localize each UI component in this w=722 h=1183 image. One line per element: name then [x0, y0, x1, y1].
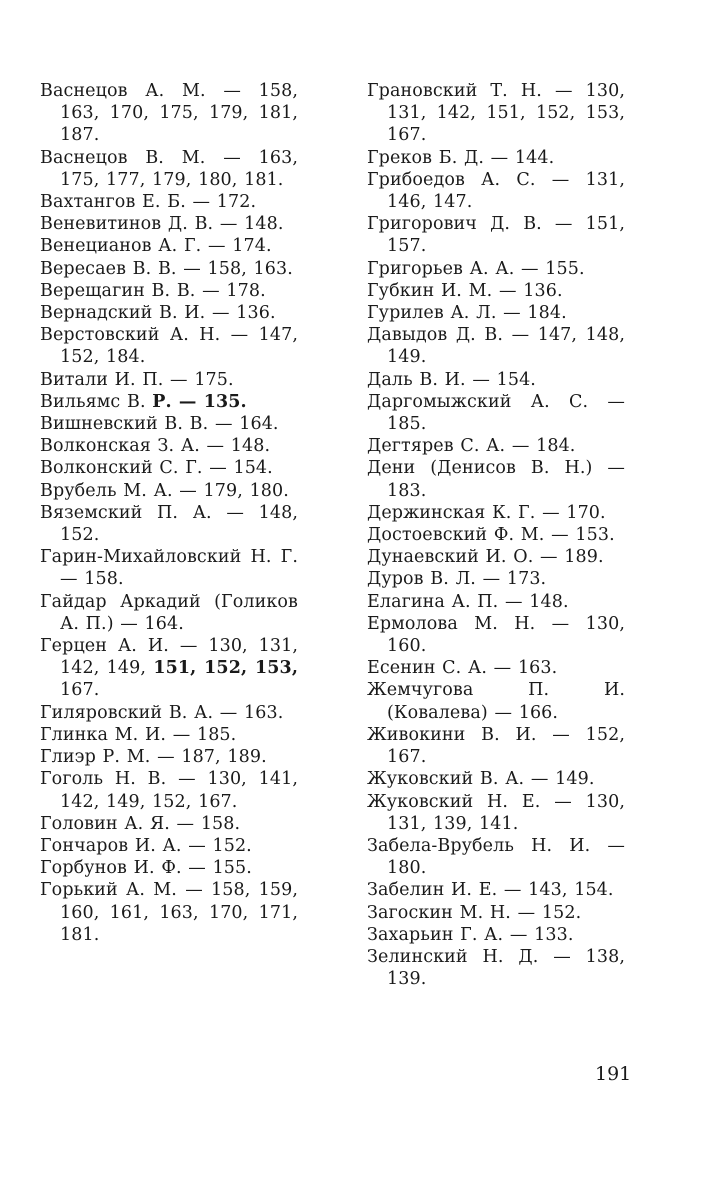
- index-entry-text: Давыдов Д. В. — 147, 148, 149.: [367, 325, 625, 368]
- index-entry: [367, 258, 625, 280]
- index-entry-text: Жемчугова П. И. (Ковалева) — 166.: [367, 680, 625, 723]
- index-entry-text: Держинская К. Г. — 170.: [367, 502, 606, 523]
- index-entry-text: Глиэр Р. М. — 187, 189.: [40, 747, 267, 768]
- index-entry-text: Грибоедов А. С. — 131, 146, 147.: [367, 169, 625, 213]
- index-entry-text: Волконский С. Г. — 154.: [40, 458, 273, 479]
- index-entry: [40, 702, 298, 724]
- index-entry: [40, 724, 298, 746]
- index-entry-text: Вильямс В.: [40, 391, 153, 412]
- index-entry: [40, 302, 298, 324]
- index-entry-text: Верстовский А. Н. — 147, 152, 184.: [40, 325, 298, 368]
- index-entry-text: Гурилев А. Л. — 184.: [367, 303, 567, 324]
- index-entry: [40, 502, 298, 546]
- index-entry-text: Греков Б. Д. — 144.: [367, 147, 555, 168]
- index-entry: [367, 835, 625, 879]
- index-entry: [367, 657, 625, 679]
- index-entry: [40, 235, 298, 257]
- index-entry: [367, 213, 625, 257]
- index-entry: [367, 169, 625, 213]
- index-entry-text: Вернадский В. И. — 136.: [40, 303, 276, 324]
- index-entry-text: Даргомыжский А. С. — 185.: [367, 391, 625, 435]
- index-entry: [367, 457, 625, 501]
- index-entry: [367, 502, 625, 524]
- index-entry: [367, 280, 625, 302]
- index-entry-text: Васнецов А. М. — 158, 163, 170, 175, 179, 181, 187.: [40, 81, 298, 146]
- index-entry: [40, 213, 298, 235]
- index-entry-text: Даль В. И. — 154.: [367, 369, 536, 390]
- index-entry: [40, 857, 298, 879]
- index-entry-text: Забелин И. Е. — 143, 154.: [367, 880, 614, 901]
- index-entry-text: Дуров В. Л. — 173.: [367, 569, 547, 590]
- index-entry-text: Достоевский Ф. М. — 153.: [367, 525, 615, 546]
- index-entry: [367, 435, 625, 457]
- index-entry-text: Вишневский В. В. — 164.: [40, 414, 279, 435]
- index-entry: [367, 324, 625, 368]
- index-entry: [367, 679, 625, 723]
- index-entry-text: Забела-Врубель Н. И. — 180.: [367, 835, 625, 879]
- index-entry: [367, 591, 625, 613]
- index-entry: [367, 546, 625, 568]
- index-entry: [40, 191, 298, 213]
- index-entry: [367, 879, 625, 901]
- page-number: 191: [595, 1063, 632, 1085]
- index-entry-text: Дегтярев С. А. — 184.: [367, 436, 576, 457]
- index-entry-text: Горбунов И. Ф. — 155.: [40, 858, 252, 879]
- index-entry: [367, 568, 625, 590]
- index-entry-text: Загоскин М. Н. — 152.: [367, 902, 582, 923]
- index-entry-text: Врубель М. А. — 179, 180.: [40, 480, 289, 501]
- index-entry: [40, 835, 298, 857]
- index-entry: [40, 746, 298, 768]
- index-entry-text: Гончаров И. А. — 152.: [40, 835, 252, 856]
- index-entry-bold-text: Р. — 135.: [152, 391, 247, 412]
- index-entry-text: Грановский Т. Н. — 130, 131, 142, 151, 152, 153, 167.: [367, 81, 625, 146]
- index-entry-text: Гиляровский В. А. — 163.: [40, 702, 284, 723]
- index-entry-text: Губкин И. М. — 136.: [367, 280, 563, 301]
- index-entry-text: 167.: [60, 680, 100, 701]
- index-entry-text: Ермолова М. Н. — 130, 160.: [367, 613, 625, 657]
- index-entry: [367, 791, 625, 835]
- index-entry: [40, 813, 298, 835]
- index-entry-text: Герцен А. И. — 130, 131, 142, 149,: [40, 636, 298, 679]
- index-entry: [40, 435, 298, 457]
- index-entry: [367, 924, 625, 946]
- index-entry-text: Венецианов А. Г. — 174.: [40, 236, 272, 257]
- index-entry-text: Жуковский В. А. — 149.: [367, 769, 595, 790]
- index-entry: [367, 768, 625, 790]
- index-entry: [40, 635, 298, 702]
- index-entry: [40, 324, 298, 368]
- index-entry-text: Гайдар Аркадий (Голиков А. П.) — 164.: [40, 591, 298, 634]
- index-entry-text: Гоголь Н. В. — 130, 141, 142, 149, 152, 167.: [40, 769, 298, 812]
- index-entry-text: Вахтангов Е. Б. — 172.: [40, 192, 257, 213]
- index-entry-text: Волконская З. А. — 148.: [40, 436, 271, 457]
- index-entry-text: Вересаев В. В. — 158, 163.: [40, 258, 293, 279]
- index-entry: [40, 768, 298, 812]
- index-entry-text: Верещагин В. В. — 178.: [40, 280, 266, 301]
- index-entry-text: Горький А. М. — 158, 159, 160, 161, 163, 170, 171, 181.: [40, 880, 298, 945]
- index-entry-bold-text: 151, 152, 153,: [153, 658, 299, 679]
- index-entry-text: Гарин-Михайловский Н. Г. — 158.: [40, 547, 298, 590]
- index-entry-text: Глинка М. И. — 185.: [40, 724, 237, 745]
- index-entry: [40, 591, 298, 635]
- index-entry-text: Захарьин Г. А. — 133.: [367, 924, 574, 945]
- index-entry: [367, 80, 625, 147]
- index-entry-text: Зелинский Н. Д. — 138, 139.: [367, 946, 625, 990]
- index-entry: [40, 391, 298, 413]
- index-entry: [40, 369, 298, 391]
- index-entry: [40, 258, 298, 280]
- index-entry: [40, 546, 298, 590]
- index-column-right: [367, 80, 625, 990]
- index-entry-text: Григорович Д. В. — 151, 157.: [367, 214, 625, 257]
- index-entry-text: Жуковский Н. Е. — 130, 131, 139, 141.: [367, 791, 625, 834]
- index-entry-text: Есенин С. А. — 163.: [367, 658, 558, 679]
- index-entry: [40, 879, 298, 946]
- index-entry: [367, 613, 625, 657]
- index-entry-text: Григорьев А. А. — 155.: [367, 258, 585, 279]
- index-entry-text: Веневитинов Д. В. — 148.: [40, 214, 284, 235]
- index-entry: [367, 147, 625, 169]
- index-entry: [40, 413, 298, 435]
- index-entry-text: Вяземский П. А. — 148, 152.: [40, 502, 298, 546]
- index-entry: [367, 724, 625, 768]
- index-entry: [367, 902, 625, 924]
- index-entry: [40, 80, 298, 147]
- index-entry: [367, 946, 625, 990]
- index-entry-text: Васнецов В. М. — 163, 175, 177, 179, 180, 181.: [40, 147, 298, 190]
- index-entry: [367, 302, 625, 324]
- index-entry-text: Елагина А. П. — 148.: [367, 591, 569, 612]
- index-entry: [40, 280, 298, 302]
- index-entry: [40, 457, 298, 479]
- index-entry: [367, 391, 625, 435]
- index-entry-text: Витали И. П. — 175.: [40, 369, 234, 390]
- index-entry-text: Дени (Денисов В. Н.) — 183.: [367, 458, 625, 501]
- index-column-left: [40, 80, 298, 946]
- index-entry: [367, 369, 625, 391]
- index-entry-text: Головин А. Я. — 158.: [40, 813, 241, 834]
- index-entry: [367, 524, 625, 546]
- index-entry: [40, 480, 298, 502]
- index-entry: [40, 147, 298, 191]
- index-entry-text: Живокини В. И. — 152, 167.: [367, 724, 625, 768]
- index-entry-text: Дунаевский И. О. — 189.: [367, 547, 604, 568]
